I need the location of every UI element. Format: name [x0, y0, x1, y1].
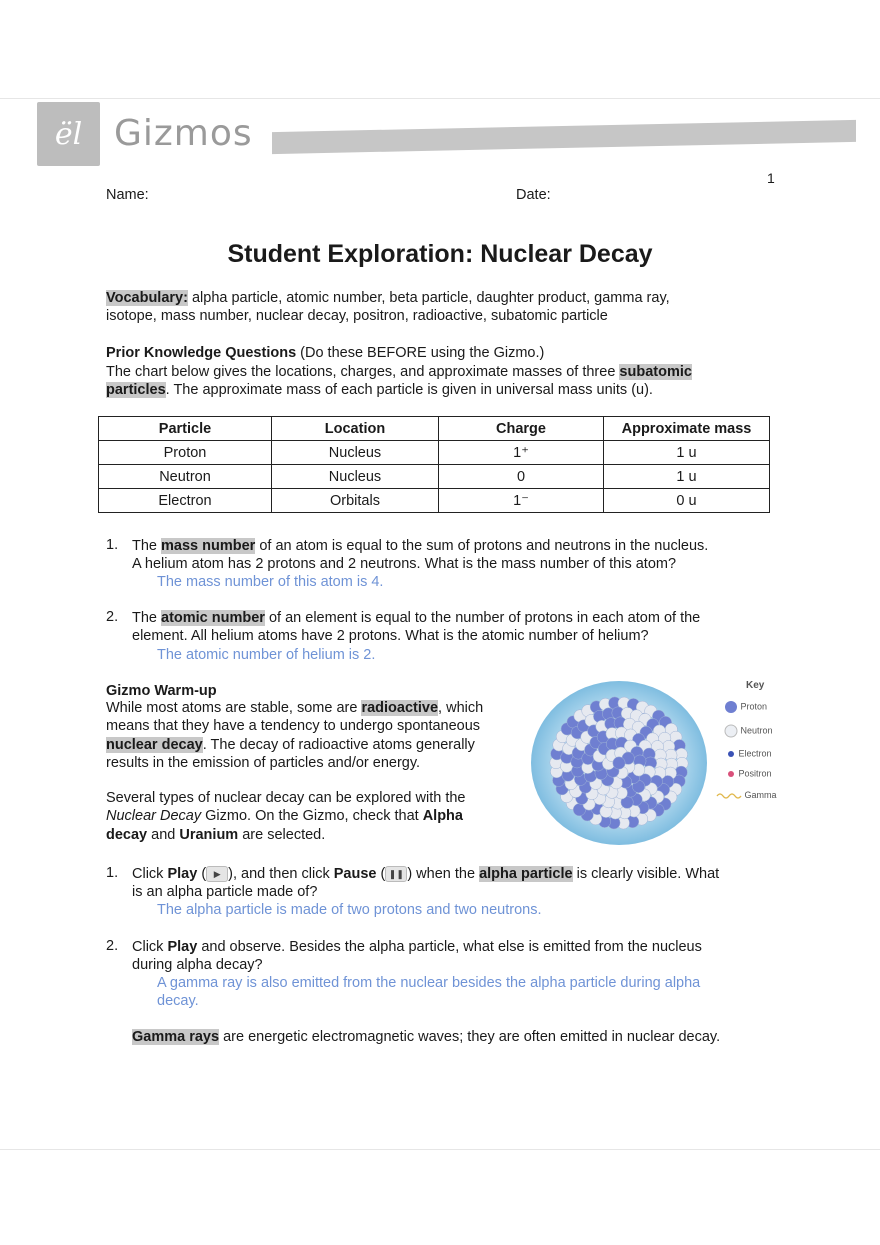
question-2-line-1: The atomic number of an element is equal to the number of protons in each atom of the [132, 610, 701, 626]
positron-icon [726, 768, 736, 780]
question-1-line-2: A helium atom has 2 protons and 2 neutrons. What is the mass number of this atom? [132, 556, 677, 572]
warmup-line-2: means that they have a tendency to undergo spontaneous [106, 718, 481, 734]
question-1-number: 1. [106, 537, 119, 553]
warmup-line-7: decay and Uranium are selected. [106, 827, 326, 843]
vocabulary-line-1: Vocabulary: alpha particle, atomic number, beta particle, daughter product, gamma ray, [106, 290, 670, 306]
page-title: Student Exploration: Nuclear Decay [227, 240, 653, 268]
particles-table [98, 416, 770, 513]
warmup-question-1-line-1: Click Play ( ▶ ), and then click Pause ( ❚❚ ) when the alpha particle is clearly visible. What [132, 866, 720, 882]
key-proton: Proton [724, 700, 767, 714]
term-gamma-rays: Gamma rays [132, 1029, 220, 1045]
gizmos-wordmark: Gizmos [114, 113, 253, 154]
vocabulary-line-2: isotope, mass number, nuclear decay, positron, radioactive, subatomic particle [106, 308, 608, 324]
warmup-line-5: Several types of nuclear decay can be explored with the [106, 790, 466, 806]
prior-line-1: The chart below gives the locations, charges, and approximate masses of three subatomic [106, 364, 692, 380]
table-row: Neutron Nucleus 0 1 u [99, 465, 770, 489]
question-2-line-2: element. All helium atoms have 2 protons. What is the atomic number of helium? [132, 628, 649, 644]
play-icon: ▶ [206, 866, 228, 882]
explorelearning-logo: ël [37, 102, 100, 166]
key-neutron: Neutron [724, 724, 773, 738]
neutron-icon [724, 724, 738, 738]
warmup-question-2-answer-2: decay. [157, 993, 199, 1009]
nucleus-illustration [530, 680, 708, 846]
warmup-line-3: nuclear decay. The decay of radioactive atoms generally [106, 737, 475, 753]
warmup-line-6: Nuclear Decay Gizmo. On the Gizmo, check that Alpha [106, 808, 463, 824]
question-1-answer: The mass number of this atom is 4. [157, 574, 384, 590]
nucleus-particle [613, 757, 625, 769]
prior-knowledge-heading: Prior Knowledge Questions (Do these BEFORE using the Gizmo.) [106, 345, 545, 361]
question-2-answer: The atomic number of helium is 2. [157, 647, 376, 663]
warmup-question-2-answer-1: A gamma ray is also emitted from the nuclear besides the alpha particle during alpha [157, 975, 701, 991]
gamma-wave-icon [716, 791, 742, 801]
warmup-line-4: results in the emission of particles and/or energy. [106, 755, 421, 771]
date-label: Date: [516, 187, 551, 203]
gamma-rays-note: Gamma rays are energetic electromagnetic waves; they are often emitted in nuclear decay. [132, 1029, 721, 1045]
name-label: Name: [106, 187, 149, 203]
warmup-question-1-number: 1. [106, 865, 119, 881]
table-row: Proton Nucleus 1⁺ 1 u [99, 441, 770, 465]
page-number: 1 [767, 170, 775, 186]
warmup-question-2-line-2: during alpha decay? [132, 957, 263, 973]
term-mass-number: mass number [161, 538, 256, 554]
warmup-line-1: While most atoms are stable, some are radioactive, which [106, 700, 484, 716]
key-title: Key [746, 680, 765, 691]
key-positron: Positron [726, 768, 772, 780]
term-radioactive: radioactive [361, 700, 439, 716]
term-nuclear-decay: nuclear decay [106, 737, 203, 753]
electron-icon [726, 748, 736, 760]
pause-icon: ❚❚ [385, 866, 407, 882]
question-1-line-1: The mass number of an atom is equal to the sum of protons and neutrons in the nucleus. [132, 538, 709, 554]
warmup-question-1-line-2: is an alpha particle made of? [132, 884, 318, 900]
table-header-row: Particle Location Charge Approximate mass [99, 417, 770, 441]
term-alpha-particle: alpha particle [479, 866, 573, 882]
key-electron: Electron [726, 748, 772, 760]
warmup-question-2-line-1: Click Play and observe. Besides the alpha particle, what else is emitted from the nucleus [132, 939, 702, 955]
nucleus-particles [550, 697, 688, 829]
term-particles: particles [106, 382, 166, 398]
vocabulary-label: Vocabulary: [106, 290, 188, 306]
question-2-number: 2. [106, 609, 119, 625]
warmup-heading: Gizmo Warm-up [106, 683, 217, 699]
table-row: Electron Orbitals 1⁻ 0 u [99, 489, 770, 513]
warmup-question-2-number: 2. [106, 938, 119, 954]
key-gamma: Gamma [716, 790, 777, 801]
term-atomic-number: atomic number [161, 610, 265, 626]
term-subatomic: subatomic [619, 364, 692, 380]
warmup-question-1-answer: The alpha particle is made of two protons and two neutrons. [157, 902, 542, 918]
proton-icon [724, 700, 738, 714]
prior-line-2: particles. The approximate mass of each particle is given in universal mass units (u). [106, 382, 653, 398]
